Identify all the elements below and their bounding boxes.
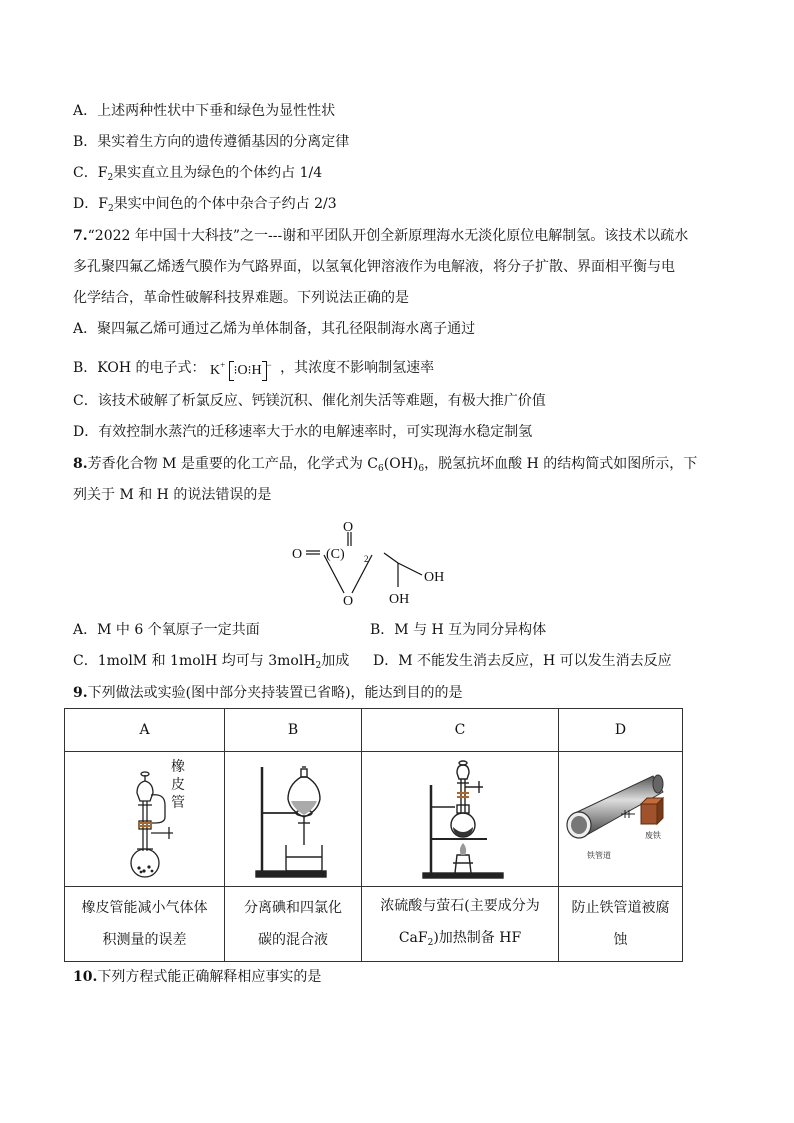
q8-option-d: D．M 不能发生消去反应，H 可以发生消去反应 [373, 653, 672, 669]
q6-option-a: A．上述两种性状中下垂和绿色为显性性状 [73, 103, 336, 119]
q8-stem-line1: 8.芳香化合物 M 是重要的化工产品，化学式为 $C_6(OH)_6$，脱氢抗坏血酸 H 的结构简式如图所示，下 [73, 456, 698, 474]
pipe-protection-diagram [563, 762, 678, 872]
q7-option-d: D．有效控制水蒸汽的迁移速率大于水的电解速率时，可实现海水稳定制氢 [73, 424, 533, 440]
apparatus-d-cell [559, 752, 683, 887]
oh-right: OH [424, 570, 445, 585]
q9-experiment-table [64, 708, 683, 962]
header-a: A [65, 709, 225, 752]
q8-option-c: C．1molM 和 1molH 均可与 3molH$_2$加成 [73, 653, 350, 671]
q10-number: 10. [73, 969, 98, 985]
header-b: B [225, 709, 362, 752]
q8-option-b: B．M 与 H 互为同分异构体 [370, 622, 547, 638]
pipe-label: 铁管道 [587, 851, 611, 860]
separatory-funnel-apparatus [238, 755, 348, 880]
apparatus-b-cell [225, 752, 362, 887]
q7-stem-line3: 化学结合，革命性破解科技界难题。下列说法正确的是 [73, 290, 409, 306]
q7-option-b: B．KOH 的电子式： K+ ⁝O⁝H − ，其浓度不影响制氢速率 [73, 355, 434, 381]
q8-stem-line2: 列关于 M 和 H 的说法错误的是 [73, 487, 272, 503]
scrap-iron-label: 废铁 [645, 831, 661, 840]
q9-stem: 9.下列做法或实验(图中部分夹持装置已省略)，能达到目的的是 [73, 685, 463, 701]
q8-number: 8. [73, 456, 88, 472]
gas-generator-apparatus [85, 755, 205, 880]
oh-bottom: OH [389, 592, 410, 607]
c-group-sub: 2 [364, 554, 369, 564]
carbonyl-o-top: O [343, 520, 354, 535]
caption-c: 浓硫酸与萤石(主要成分为 CaF$_2$)加热制备 HF [362, 887, 559, 962]
q6-option-b: B．果实着生方向的遗传遵循基因的分离定律 [73, 134, 350, 150]
caption-a: 橡皮管能减小气体体积测量的误差 [65, 887, 225, 962]
header-d: D [559, 709, 683, 752]
ring-o: O [343, 594, 354, 609]
q7-number: 7. [73, 228, 88, 244]
q7-option-a: A．聚四氟乙烯可通过乙烯为单体制备，其孔径限制海水离子通过 [73, 321, 476, 337]
q7-stem-line2: 多孔聚四氟乙烯透气膜作为气路界面，以氢氧化钾溶液作为电解液，将分子扩散、界面相平衡与电 [73, 259, 675, 275]
q7-option-c: C．该技术破解了析氯反应、钙镁沉积、催化剂失活等难题，有极大推广价值 [73, 393, 546, 409]
header-c: C [362, 709, 559, 752]
caption-d: 防止铁管道被腐蚀 [559, 887, 683, 962]
q10-stem: 10.下列方程式能正确解释相应事实的是 [73, 969, 322, 985]
q6-option-c: C．$F_2$果实直立且为绿色的个体约占 1/4 [73, 165, 323, 183]
flask-heating-apparatus [395, 755, 525, 880]
apparatus-c-cell [362, 752, 559, 887]
q6-option-d: D．$F_2$果实中间色的个体中杂合子约占 2/3 [73, 196, 337, 214]
q9-number: 9. [73, 685, 88, 701]
dehydroascorbic-acid-structure [284, 515, 464, 610]
c-group: (C) [326, 547, 345, 562]
q8-option-a: A．M 中 6 个氧原子一定共面 [73, 622, 260, 638]
apparatus-a-cell [65, 752, 225, 887]
caption-b: 分离碘和四氯化碳的混合液 [225, 887, 362, 962]
q7-stem-line1: 7.“2022 年中国十大科技”之一---谢和平团队开创全新原理海水无淡化原位电解制氢。该技术以疏水 [73, 228, 689, 244]
tube-label-3: 管 [170, 795, 185, 811]
tube-label-2: 皮 [170, 777, 185, 793]
carbonyl-o-left: O [292, 547, 303, 562]
tube-label-1: 橡 [170, 759, 185, 775]
koh-electron-formula: K+ ⁝O⁝H − [210, 355, 272, 381]
